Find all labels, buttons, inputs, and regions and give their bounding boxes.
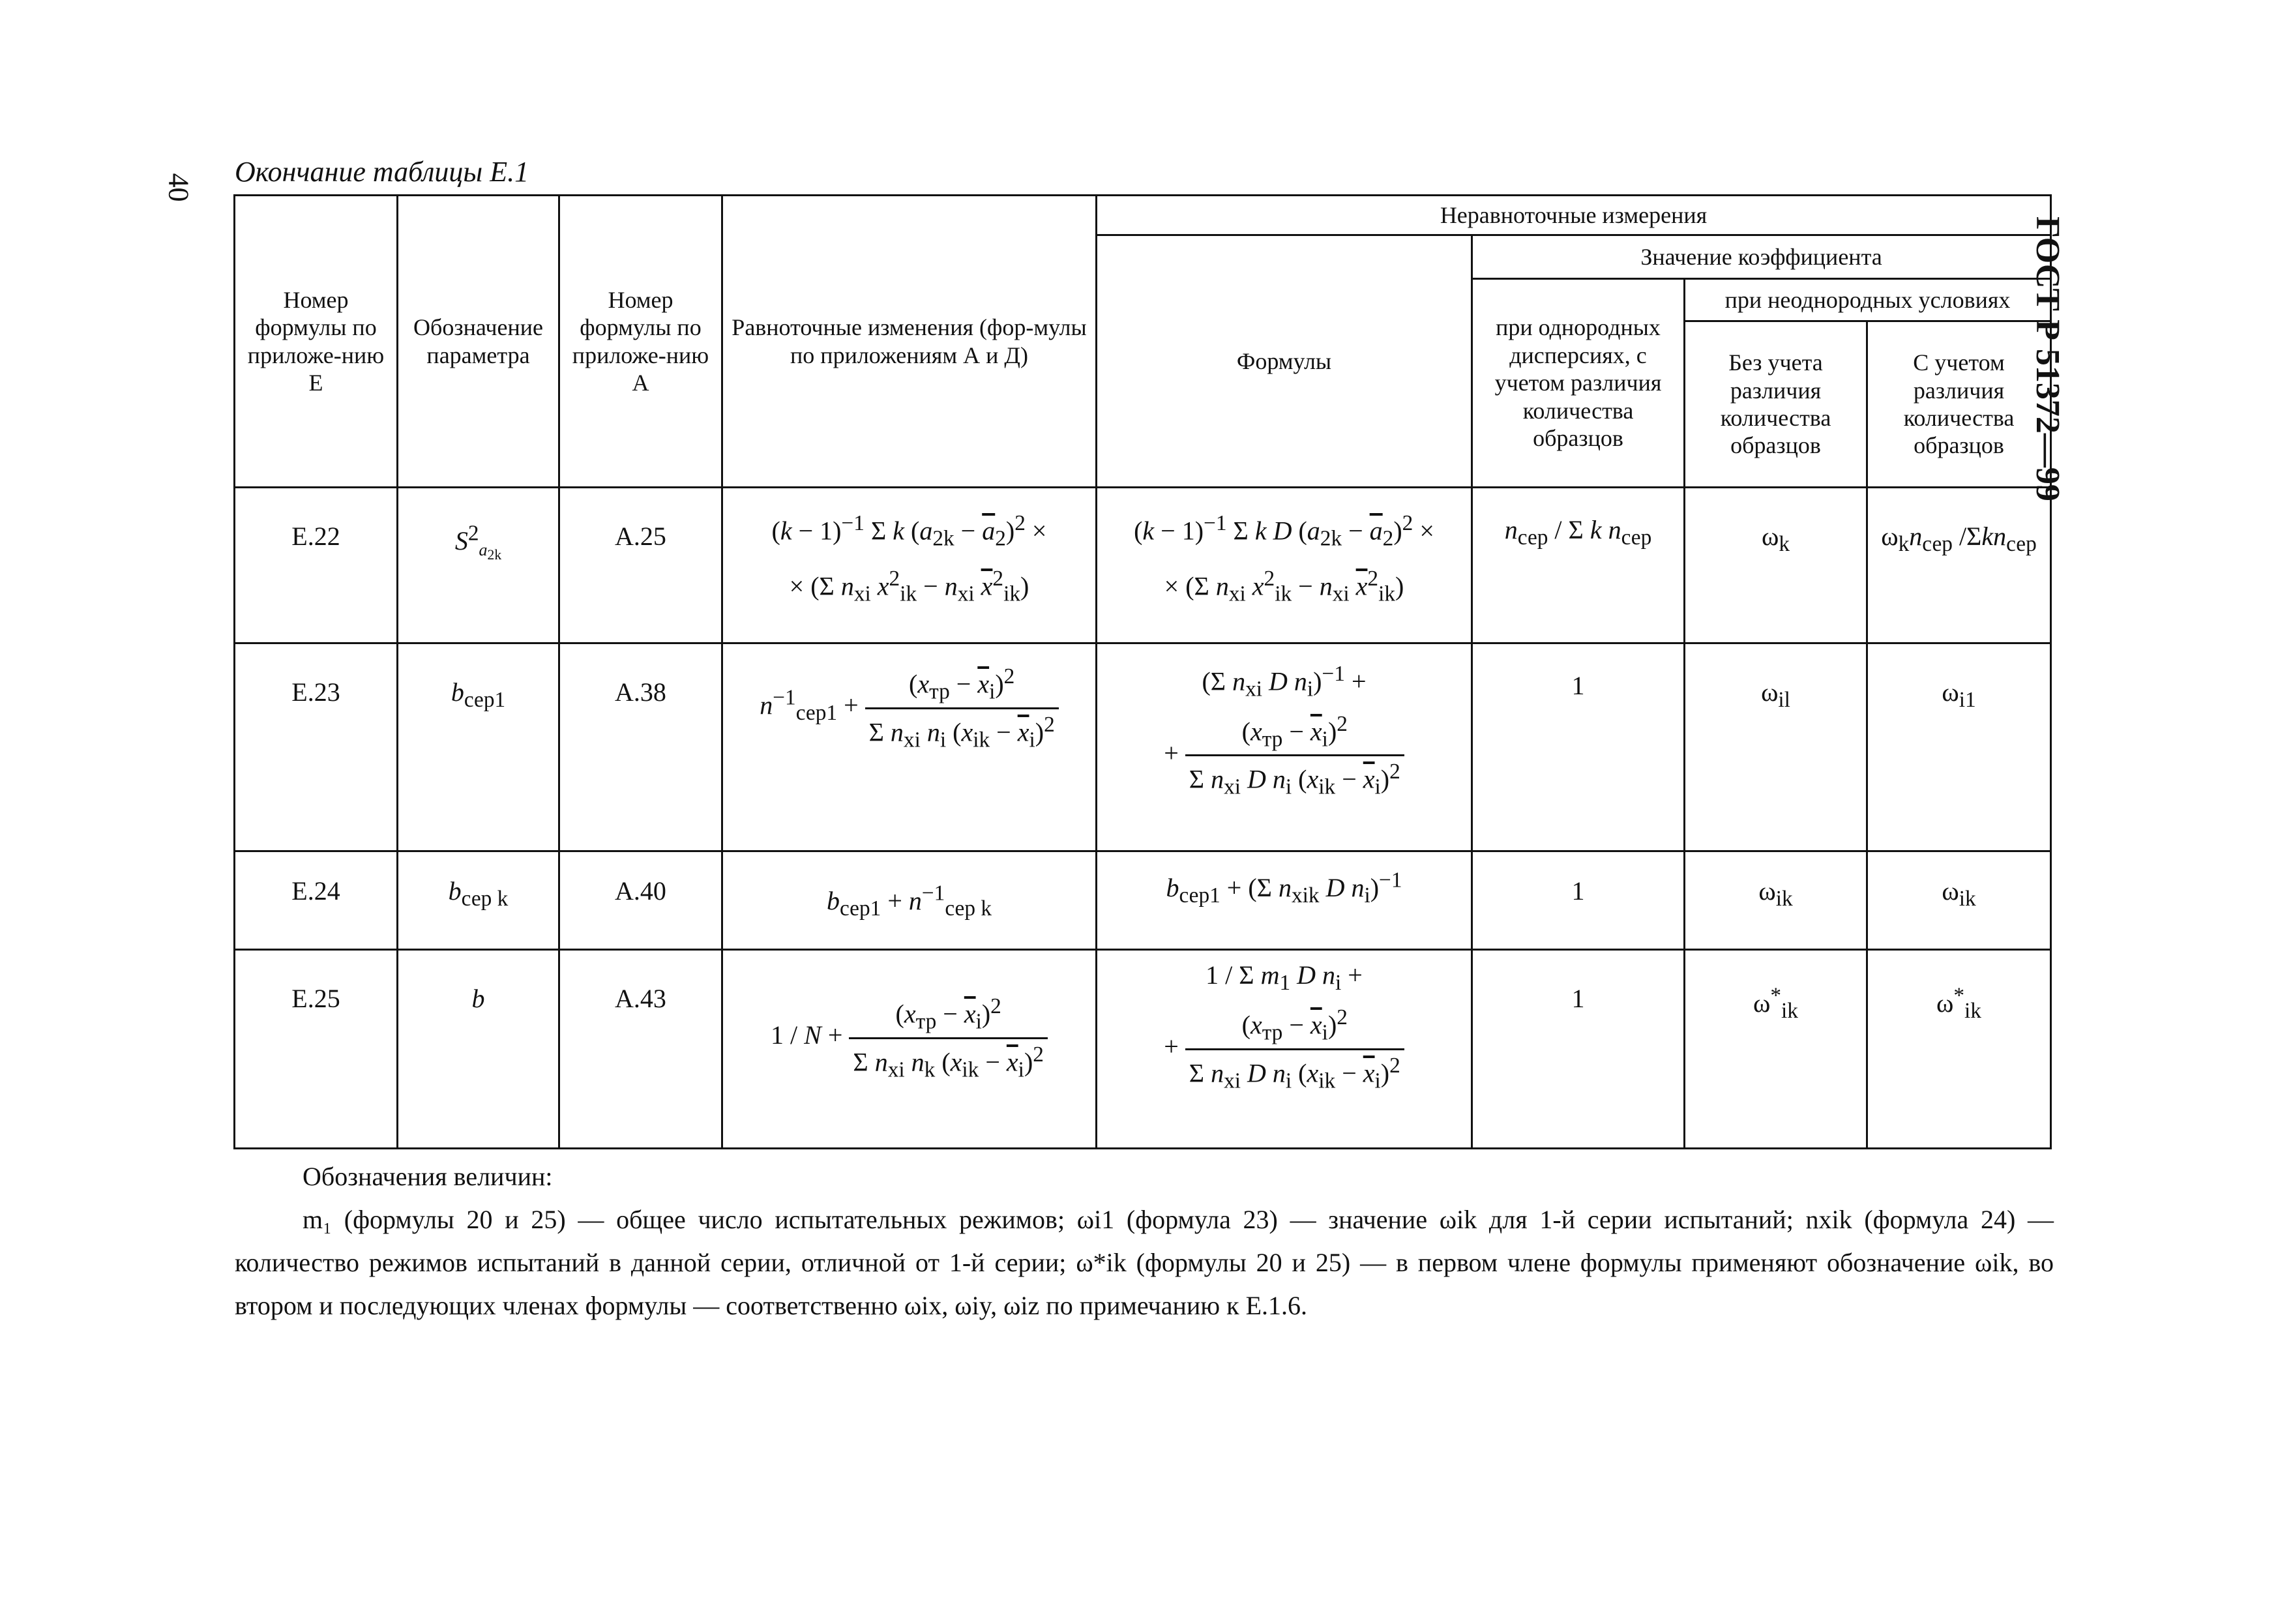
cell-parameter: $b_{сер k}$ bbox=[398, 851, 559, 950]
cell-homogeneous: 1 bbox=[1472, 851, 1685, 950]
cell-e-number: Е.24 bbox=[235, 851, 398, 950]
cell-a-number: А.25 bbox=[559, 488, 722, 643]
standard-code: ГОСТ Р 51372—99 bbox=[2029, 216, 2066, 501]
table-row bbox=[235, 851, 2051, 950]
cell-without: $\omega^*_{ik}$ bbox=[1685, 950, 1867, 1149]
cell-e-number: Е.22 bbox=[235, 488, 398, 643]
header-a-number: Номер формулы по приложе-нию А bbox=[559, 196, 722, 488]
header-heterogeneous: при неоднородных условиях bbox=[1685, 279, 2051, 321]
header-without: Без учета различия количества образцов bbox=[1685, 321, 1867, 488]
cell-unequal-formula: (Σ $n_{xi}$ D $n_i)^{-1}$ + + $\frac{(x_{тр} - \overline{x}_i)^2}{\Sigma n_{xi} D n_i (x_{ik} - \overline{x}_i)^2}$ bbox=[1097, 643, 1472, 851]
formula-table bbox=[233, 194, 2052, 1149]
header-unequal-group: Неравноточные измерения bbox=[1097, 196, 2051, 235]
cell-equal-formula: $(k - 1)^{-1}$ Σ k $(a_{2k} - \overline{a}_2)^2$ × × (Σ $n_{xi}$ $x^2_{ik} - n_{xi}$ $\overline{x}^2_{ik}$) bbox=[722, 488, 1097, 643]
notes-block bbox=[235, 1155, 2054, 1327]
cell-parameter: $S^2_{a_{2k}}$ bbox=[398, 488, 559, 643]
cell-parameter: b bbox=[398, 950, 559, 1149]
cell-e-number: Е.23 bbox=[235, 643, 398, 851]
header-parameter: Обозначение параметра bbox=[398, 196, 559, 488]
table-row bbox=[235, 643, 2051, 851]
header-formulas: Формулы bbox=[1097, 235, 1472, 488]
table-row bbox=[235, 488, 2051, 643]
table-caption: Окончание таблицы Е.1 bbox=[235, 156, 529, 188]
cell-homogeneous: $n_{сер}$ / Σ k $n_{сер}$ bbox=[1472, 488, 1685, 643]
header-coefficient: Значение коэффициента bbox=[1472, 235, 2051, 279]
notes-title: Обозначения величин: bbox=[303, 1162, 553, 1191]
header-with: С учетом различия количества образцов bbox=[1867, 321, 2051, 488]
cell-parameter: $b_{сер1}$ bbox=[398, 643, 559, 851]
cell-e-number: Е.25 bbox=[235, 950, 398, 1149]
cell-without: $\omega_k$ bbox=[1685, 488, 1867, 643]
header-e-number: Номер формулы по приложе-нию Е bbox=[235, 196, 398, 488]
cell-unequal-formula: $(k - 1)^{-1}$ Σ k D $(a_{2k} - \overline{a}_2)^2$ × × (Σ $n_{xi}$ $x^2_{ik} - n_{xi}$ $\overline{x}^2_{ik}$) bbox=[1097, 488, 1472, 643]
cell-unequal-formula: $b_{сер1} + (\Sigma$ $n_{xik}$ D $n_i)^{-1}$ bbox=[1097, 851, 1472, 950]
cell-a-number: А.43 bbox=[559, 950, 722, 1149]
cell-with: $\omega_{ik}$ bbox=[1867, 851, 2051, 950]
cell-with: $\omega_{i1}$ bbox=[1867, 643, 2051, 851]
cell-equal-formula: $b_{сер1} + n^{-1}_{сер k}$ bbox=[722, 851, 1097, 950]
page-number: 40 bbox=[162, 173, 195, 202]
cell-with: $\omega_kn_{сер}$ /Σkn$_{сер}$ bbox=[1867, 488, 2051, 643]
header-equal-precision: Равноточные изменения (фор-мулы по приложениям А и Д) bbox=[722, 196, 1097, 488]
cell-equal-formula: 1 / N + $\frac{(x_{тр} - \overline{x}_i)^2}{\Sigma n_{xi} n_k (x_{ik} - \overline{x}_i)^2}$ bbox=[722, 950, 1097, 1149]
header-homogeneous: при однородных дисперсиях, с учетом различия количества образцов bbox=[1472, 279, 1685, 488]
cell-without: $\omega_{il}$ bbox=[1685, 643, 1867, 851]
notes-text: m₁ (формулы 20 и 25) — общее число испытательных режимов; ωi1 (формула 23) — значение ωik для 1-й серии испытаний; nxik (формула 24) — количество режимов испытаний в данной серии, отличной от 1-й серии; ω*ik (формулы 20 и 25) — в первом члене формулы применяют обозначение ωik, во втором и последующих членах формулы — соответственно ωix, ωiy, ωiz по примечанию к Е.1.6. bbox=[235, 1205, 2054, 1320]
cell-equal-formula: $n^{-1}_{сер1}$ + $\frac{(x_{тр} - \overline{x}_i)^2}{\Sigma n_{xi} n_i (x_{ik} - \overline{x}_i)^2}$ bbox=[722, 643, 1097, 851]
cell-a-number: А.38 bbox=[559, 643, 722, 851]
cell-with: $\omega^*_{ik}$ bbox=[1867, 950, 2051, 1149]
cell-homogeneous: 1 bbox=[1472, 950, 1685, 1149]
table-row bbox=[235, 950, 2051, 1149]
cell-homogeneous: 1 bbox=[1472, 643, 1685, 851]
cell-unequal-formula: 1 / Σ $m_1$ D $n_i$ + + $\frac{(x_{тр} - \overline{x}_i)^2}{\Sigma n_{xi} D n_i (x_{ik} - \overline{x}_i)^2}$ bbox=[1097, 950, 1472, 1149]
cell-without: $\omega_{ik}$ bbox=[1685, 851, 1867, 950]
header-row-1 bbox=[235, 196, 2051, 235]
cell-a-number: А.40 bbox=[559, 851, 722, 950]
